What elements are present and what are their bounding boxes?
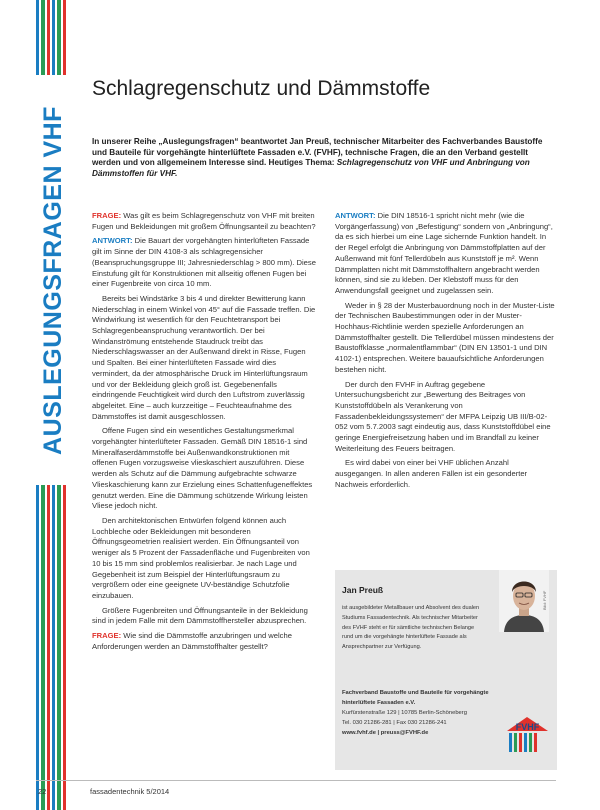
organization-name: Fachverband Baustoffe und Bauteile für vorgehängte hinterlüftete Fassaden e.V.	[342, 690, 489, 706]
paragraph	[335, 301, 557, 376]
answer-label: ANTWORT:	[335, 211, 376, 220]
page-number: 22	[38, 787, 47, 796]
organization-address: Kurfürstenstraße 129 | 10785 Berlin-Schöneberg	[342, 710, 467, 716]
paragraph	[92, 236, 316, 290]
paragraph-text: Wie sind die Dämmstoffe anzubringen und welche Anforderungen werden an Dämmstoffhalter gestellt?	[92, 631, 292, 651]
paragraph-text: Weder in § 28 der Musterbauordnung noch in der Muster-Liste der Technischen Baubestimmungen oder in der Muster-Hochhaus-Richtlinie werden spezielle Anforderungen an Dämmstoffhalter gestellt. Die Tellerdübel müssen mindestens der Baustoffklasse „normalentflammbar“ (DIN EN 13501-1 und DIN 4102-1) entsprechen. Weitere bauaufsichtliche Anforderungen bestehen nicht.	[335, 300, 555, 374]
paragraph-text: Den architektonischen Entwürfen folgend können auch Lochbleche oder Bekleidungen mit besonderen Öffnungsgeometrien realisiert werden. Ein Öffnungsanteil von weniger als 5 Prozent der Fassadenfläche und Fugenbreiten von 10 bis 15 mm sind problemlos realisierbar. Je nach Lage und Gegebenheit ist zum Beispiel der Hinterlüftungsraum zu vergrößern oder eine geeignete UV-beständige Schutzfolie einzubauen.	[92, 515, 310, 600]
organization-contact	[342, 688, 512, 738]
left-column	[92, 211, 316, 656]
author-description: ist ausgebildeter Metallbauer und Absolvent des dualen Studiums Fassadentechnik. Als technischer Mitarbeiter des FVHF steht er für sämtliche technischen Belange rund um die vorgehängte hinterlüftete Fassade als Ansprechpartner zur Verfügung.	[342, 605, 480, 651]
paragraph	[335, 458, 557, 490]
organization-web-email[interactable]: www.fvhf.de | preuss@FVHF.de	[342, 730, 429, 736]
paragraph-text: Die DIN 18516-1 spricht nicht mehr (wie die Vorgängerfassung) von „Befestigung“ sondern von „Anbringung“, da es sich hierbei um eine Lage sichernde Funktion handelt. In der Regel erfolgt die Anbringung von Dämmstoffplatten auf der Außenwand mit fünf Tellerdübeln aus Kunststoff je m². Wenn Dämmplatten nicht mit Dämmstoffhaltern angebracht werden können, sind sie zu kleben. Der Klebstoff muss für den Anwendungsfall geeignet und zugelassen sein.	[335, 211, 553, 295]
paragraph	[92, 426, 316, 512]
paragraph-text: Bereits bei Windstärke 3 bis 4 und direkter Bewitterung kann Niederschlag in einem Winkel von 45° auf die Fassade treffen. Die Windwirkung ist wesentlich für den Feuchtetransport bei Schlagregenbeanspruchung verantwortlich. Der bei Windanströmung entstehende Staudruck treibt das Niederschlagswasser an der Außenwand direkt in Risse, Fugen und Spalten. Bei einer hinterlüfteten Fassade wird dies vermindert, da der atmosphärische Druck im Hinterlüftungsraum und vor der Bekleidung gleich groß ist. Gegebenenfalls eindringende Feuchtigkeit wird durch den Luftstrom zuverlässig abgeleitet. Eine – auch kurzzeitige – Feuchteaufnahme des Dämmstoffes ist damit ausgeschlossen.	[92, 293, 316, 421]
photo-credit: Bild: FVHF	[542, 590, 547, 610]
paragraph-text: Der durch den FVHF in Auftrag gegebene Untersuchungsbericht zur „Bewertung des Beitrages von Kunststoffdübeln als Verankerung von Fassadenbekleidungssystemen“ der MFPA Leipzig UB III/B-02-052 vom 5.7.2003 sagt eindeutig aus, dass Kunststoffdübel eine geringe Energiefreisetzung haben und im Brandfall zu keiner Weiterleitung des Feuers beitragen.	[335, 379, 551, 453]
paragraph-text: Es wird dabei von einer bei VHF üblichen Anzahl ausgegangen. In allen anderen Fällen ist ein gesonderter Nachweis erforderlich.	[335, 458, 528, 489]
sidebar-section-title	[36, 75, 70, 485]
paragraph-text: Größere Fugenbreiten und Öffnungsanteile in der Bekleidung sind in jedem Falle mit dem Dämmstoffhersteller abzusprechen.	[92, 605, 308, 626]
article-title: Schlagregenschutz und Dämmstoffe	[92, 77, 431, 100]
intro-topic: Schlagregenschutz von VHF und Anbringung von Dämmstoffen für VHF.	[92, 158, 530, 178]
question-label: FRAGE:	[92, 631, 122, 641]
paragraph	[92, 211, 316, 232]
paragraph	[92, 294, 316, 422]
author-name: Jan Preuß	[342, 585, 384, 595]
paragraph	[92, 516, 316, 602]
sidebar-title-text: AUSLEGUNGSFRAGEN VHF	[38, 105, 67, 455]
paragraph-text: Die Bauart der vorgehängten hinterlüfteten Fassade gilt im Sinne der DIN 4108-3 als schlagregensicher (Beanspruchungsgruppe III; Jahresniederschlag > 800 mm). Diese Einstufung gilt für Konstruktionen mit allseitig offenen Fugen bei einer Fugenbreite von circa 10 mm.	[92, 236, 316, 289]
paragraph	[92, 631, 316, 652]
question-label: FRAGE:	[92, 211, 122, 220]
article-intro	[92, 137, 552, 179]
paragraph-text: Was gilt es beim Schlagregenschutz von VHF mit breiten Fugen und Bekleidungen mit großem Öffnungsanteil zu beachten?	[92, 211, 316, 231]
paragraph	[335, 380, 557, 455]
intro-text: In unserer Reihe „Auslegungsfragen“ beantwortet Jan Preuß, technischer Mitarbeiter des Fachverbandes Baustoffe und Bauteile für vorgehängte hinterlüftete Fassaden e.V. (FVHF), technische Fragen, die an den Verband gestellt werden und von allgemeinem Interesse sind. Heutiges Thema:	[92, 137, 543, 168]
right-column	[335, 211, 557, 495]
author-bio-box	[335, 570, 557, 770]
paragraph	[335, 211, 557, 297]
fvhf-logo	[505, 713, 550, 753]
paragraph-text: Offene Fugen sind ein wesentliches Gestaltungsmerkmal vorgehängter hinterlüfteter Fassaden. Gemäß DIN 18516-1 sind Mineralfaserdämmstoffe bei Außenwandkonstruktionen mit offenen Fugen vorzugsweise vlieskaschiert auszuführen. Diese werden als Schutz auf die Dämmung aufgebrachte schwarze Vlieskaschierung kann zur Erzielung eines Schattenfugeneffektes genutzt werden. Eine die Dämmung schützende Wirkung leisten Vliese jedoch nicht.	[92, 426, 313, 511]
answer-label: ANTWORT:	[92, 236, 133, 246]
organization-phone: Tel. 030 21286-281 | Fax 030 21286-241	[342, 720, 447, 726]
paragraph	[92, 606, 316, 627]
svg-text:FVHF: FVHF	[515, 722, 540, 732]
publication-name: fassadentechnik 5/2014	[90, 787, 170, 796]
